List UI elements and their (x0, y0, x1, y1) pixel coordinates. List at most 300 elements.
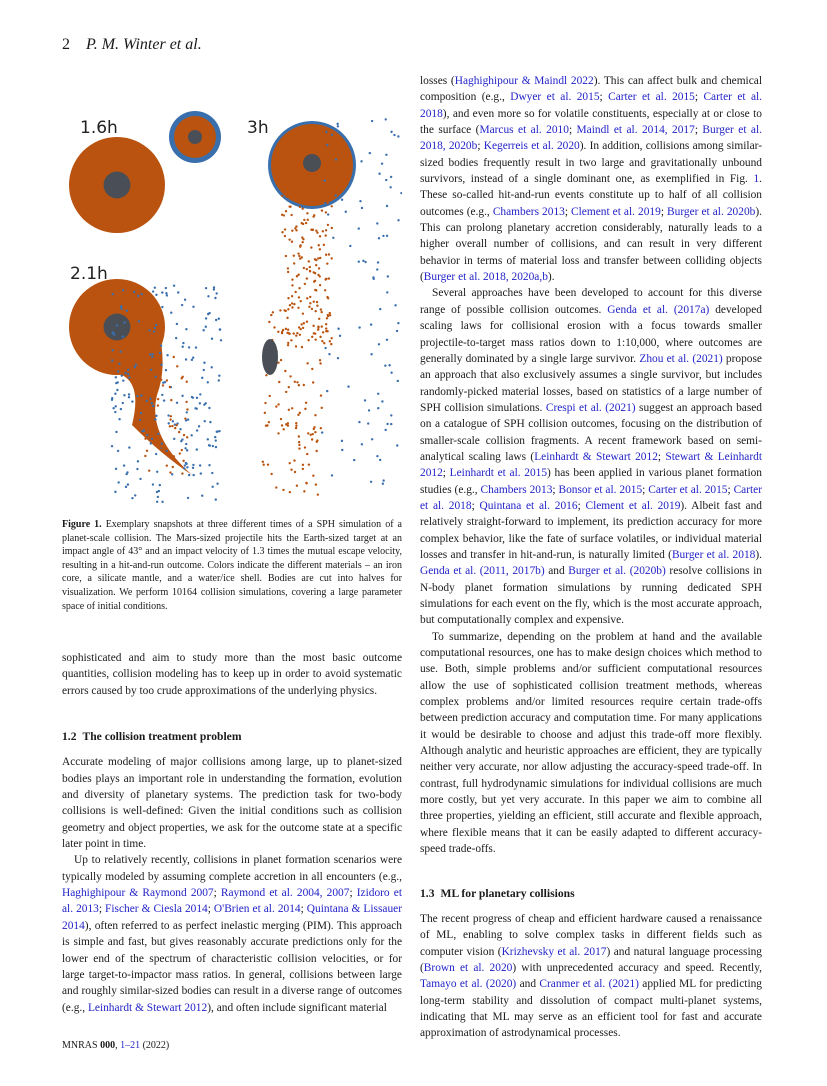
debris-dot (213, 288, 215, 290)
debris-dot (218, 379, 220, 381)
debris-dot (294, 471, 296, 473)
debris-dot (298, 287, 300, 289)
debris-dot (327, 314, 329, 316)
citation-link[interactable]: Maindl et al. 2014, 2017 (576, 124, 695, 137)
citation-link[interactable]: Carter et al. 2015 (608, 91, 695, 104)
citation-link[interactable]: Chambers 2013 (492, 205, 565, 218)
debris-dot (150, 369, 152, 371)
text-run: and (544, 565, 569, 578)
debris-dot (295, 422, 297, 424)
debris-dot (296, 332, 298, 334)
debris-dot (126, 471, 128, 473)
citation-link[interactable]: Marcus et al. 2010 (479, 124, 569, 137)
debris-dot (289, 491, 291, 493)
debris-dot (297, 253, 299, 255)
debris-dot (220, 339, 222, 341)
debris-dot (148, 469, 150, 471)
debris-dot (313, 332, 315, 334)
debris-dot (301, 208, 303, 210)
debris-dot (115, 376, 117, 378)
debris-dot (308, 463, 310, 465)
citation-link[interactable]: Leinhardt & Stewart 2012 (534, 450, 658, 463)
debris-dot (397, 135, 399, 137)
debris-dot (196, 429, 198, 431)
citation-link[interactable]: 1 (753, 173, 760, 186)
debris-dot (289, 304, 291, 306)
debris-dot (157, 496, 159, 498)
debris-dot (185, 328, 187, 330)
debris-dot (322, 331, 324, 333)
projectile-3h-core (262, 339, 278, 375)
text-run: ; (568, 124, 577, 137)
section-number: 1.3 (420, 886, 435, 900)
debris-dot (208, 312, 210, 314)
debris-dot (203, 403, 205, 405)
page-range-link[interactable]: 1–21 (120, 1040, 141, 1051)
debris-dot (298, 384, 300, 386)
text-run: Up to relatively recently, collisions in planet formation scenarios were typically modeled by assuming complete accretion in all encounters (e.g., (62, 854, 402, 883)
debris-dot (295, 425, 297, 427)
debris-dot (275, 486, 277, 488)
debris-dot (173, 438, 175, 440)
paragraph (420, 911, 762, 1042)
debris-dot (186, 466, 188, 468)
citation-link[interactable]: Crespi et al. (2021) (545, 401, 636, 414)
debris-dot (376, 455, 378, 457)
debris-dot (116, 389, 118, 391)
debris-dot (378, 343, 380, 345)
debris-dot (370, 323, 372, 325)
debris-dot (282, 329, 284, 331)
debris-dot (302, 464, 304, 466)
citation-link[interactable]: Kegerreis et al. 2020 (483, 140, 580, 153)
debris-dot (204, 420, 206, 422)
debris-dot (378, 173, 380, 175)
debris-dot (299, 334, 301, 336)
debris-dot (337, 357, 339, 359)
debris-dot (188, 474, 190, 476)
debris-dot (328, 277, 330, 279)
citation-link[interactable]: Burger et al. (2020b) (568, 565, 666, 578)
debris-dot (291, 284, 293, 286)
debris-dot (326, 390, 328, 392)
debris-dot (173, 455, 175, 457)
debris-dot (359, 200, 361, 202)
debris-dot (114, 491, 116, 493)
debris-dot (325, 323, 327, 325)
text-run: ; (642, 483, 649, 496)
debris-dot (310, 229, 312, 231)
debris-dot (314, 289, 316, 291)
text-run: sophisticated and aim to study more than the most basic outcome quantities, collision modeling has to keep up in order to avoid systematic errors caused by too crude approximations of the underlying physics. (62, 652, 402, 697)
text-run: Accurate modeling of major collisions among large, up to planet-sized bodies plays an important role in understanding the formation, evolution and diversity of planetary systems. The prediction task for two-body collisions is well-defined: Given the initial conditions such as collision geometry and object properties, we ask for the outcome state at a specific later point in time. (62, 756, 402, 851)
debris-dot (318, 198, 320, 200)
citation-link[interactable]: Quintana & Lissauer 2014 (62, 903, 403, 932)
debris-dot (161, 306, 163, 308)
debris-dot (295, 334, 297, 336)
debris-dot (277, 403, 279, 405)
debris-dot (285, 328, 287, 330)
debris-dot (321, 325, 323, 327)
caption-text: Exemplary snapshots at three different times of a SPH simulation of a planet-scale collision. The Mars-sized projectile hits the Earth-sized target at an impact angle of 43° and an impact velocity of 1.3 times the mutual escape velocity, resulting in a hit-and-run outcome. Colors indicate the different materials – an iron core, a silicate mantle, and a water/ice shell. Bodies are cut into halves for visualization. We perform 10164 collision simulations, covering a large parameter space of initial conditions. (62, 519, 402, 612)
debris-dot (125, 486, 127, 488)
debris-dot (311, 438, 313, 440)
debris-dot (169, 386, 171, 388)
debris-dot (295, 229, 297, 231)
debris-dot (117, 450, 119, 452)
citation-link[interactable]: Leinhardt & Stewart 2012 (87, 1001, 208, 1014)
debris-dot (186, 408, 188, 410)
debris-dot (293, 262, 295, 264)
debris-dot (150, 402, 152, 404)
debris-dot (317, 493, 319, 495)
debris-dot (330, 205, 332, 207)
citation-link[interactable]: Genda et al. (2011, 2017b) (420, 565, 545, 578)
debris-dot (314, 431, 316, 433)
citation-link[interactable]: Izidoro et al. 2013 (62, 887, 402, 916)
debris-dot (289, 206, 291, 208)
debris-dot (321, 340, 323, 342)
debris-dot (155, 294, 157, 296)
debris-dot (180, 440, 182, 442)
debris-dot (319, 248, 321, 250)
debris-dot (291, 241, 293, 243)
debris-dot (312, 381, 314, 383)
debris-dot (166, 294, 168, 296)
debris-dot (382, 235, 384, 237)
citation-link[interactable]: Leinhardt et al. 2015 (449, 467, 548, 480)
debris-dot (138, 320, 140, 322)
debris-dot (169, 471, 171, 473)
debris-dot (371, 438, 373, 440)
debris-dot (390, 414, 392, 416)
text-run: developed scaling laws for collisional erosion with a focus towards smaller projectile-to-target mass ratios down to 1:10,000, where outcomes are generally dominated by a single large survivor. (420, 303, 762, 365)
debris-dot (385, 154, 387, 156)
text-run: ; (657, 450, 666, 463)
citation-link[interactable]: Brown et al. 2020 (423, 961, 513, 974)
debris-dot (159, 352, 161, 354)
debris-dot (182, 460, 184, 462)
debris-dot (294, 381, 296, 383)
citation-link[interactable]: Zhou et al. (2021) (639, 352, 723, 365)
figure-caption (62, 518, 402, 613)
debris-dot (293, 303, 295, 305)
debris-dot (192, 464, 194, 466)
debris-dot (353, 459, 355, 461)
debris-dot (358, 261, 360, 263)
debris-dot (174, 427, 176, 429)
citation-link[interactable]: Haghighipour & Maindl 2022 (454, 75, 594, 87)
debris-dot (339, 335, 341, 337)
debris-dot (316, 439, 318, 441)
citation-link[interactable]: Quintana et al. 2016 (479, 499, 578, 512)
debris-dot (187, 497, 189, 499)
debris-dot (337, 328, 339, 330)
debris-dot (378, 237, 380, 239)
debris-dot (128, 396, 130, 398)
debris-dot (141, 293, 143, 295)
debris-dot (298, 296, 300, 298)
debris-dot (324, 289, 326, 291)
left-column (62, 650, 402, 1016)
debris-dot (316, 301, 318, 303)
section-number: 1.2 (62, 730, 77, 744)
debris-dot (314, 272, 316, 274)
debris-dot (151, 353, 153, 355)
debris-dot (289, 375, 291, 377)
citation-link[interactable]: O'Brien et al. 2014 (213, 903, 301, 916)
debris-dot (396, 444, 398, 446)
debris-dot (361, 443, 363, 445)
debris-dot (299, 245, 301, 247)
debris-dot (294, 291, 296, 293)
debris-dot (311, 336, 313, 338)
debris-dot (332, 237, 334, 239)
citation-link[interactable]: Burger et al. 2018, 2020a,b (423, 271, 548, 284)
debris-dot (317, 257, 319, 259)
section-title: ML for planetary collisions (440, 886, 575, 900)
text-run: ). Albeit fast and relatively straight-forward to implement, its prediction accuracy for more complex behavior, like the fate of surface volatiles, or individual material losses and transfer in hit-and-run, is naturally limited ( (420, 499, 763, 561)
debris-dot (320, 427, 322, 429)
debris-dot (120, 351, 122, 353)
debris-dot (214, 297, 216, 299)
citation-link[interactable]: Bonsor et al. 2015 (558, 483, 643, 496)
citation-link[interactable]: Tamayo et al. (2020) (420, 978, 517, 991)
debris-dot (386, 339, 388, 341)
debris-dot (314, 280, 316, 282)
debris-dot (211, 338, 213, 340)
text-run: ; (207, 903, 214, 916)
debris-dot (324, 278, 326, 280)
debris-dot (162, 382, 164, 384)
debris-dot (386, 205, 388, 207)
debris-dot (154, 287, 156, 289)
debris-dot (319, 336, 321, 338)
debris-dot (146, 400, 148, 402)
debris-dot (140, 394, 142, 396)
citation-link[interactable]: Burger et al. 2020b (667, 205, 756, 218)
citation-link[interactable]: Haghighipour & Raymond 2007 (62, 887, 214, 900)
debris-dot (115, 468, 117, 470)
debris-dot (323, 179, 325, 181)
paragraph (62, 754, 402, 852)
debris-dot (313, 301, 315, 303)
debris-dot (134, 494, 136, 496)
debris-dot (168, 422, 170, 424)
debris-dot (178, 431, 180, 433)
debris-dot (300, 323, 302, 325)
debris-dot (155, 415, 157, 417)
text-run: ; (564, 205, 572, 218)
debris-dot (326, 144, 328, 146)
debris-dot (128, 393, 130, 395)
debris-dot (325, 199, 327, 201)
debris-dot (325, 131, 327, 133)
debris-dot (321, 209, 323, 211)
citation-link[interactable]: Fischer & Ciesla 2014 (105, 903, 208, 916)
debris-dot (306, 297, 308, 299)
debris-dot (114, 411, 116, 413)
debris-dot (301, 197, 303, 199)
debris-dot (293, 459, 295, 461)
debris-dot (287, 267, 289, 269)
debris-dot (369, 152, 371, 154)
simulation-snapshots (62, 95, 402, 505)
citation-link[interactable]: Stewart & Leinhardt 2012 (420, 450, 762, 480)
debris-dot (326, 317, 328, 319)
debris-dot (191, 359, 193, 361)
debris-dot (155, 453, 157, 455)
debris-dot (156, 491, 158, 493)
text-run: ). This can affect bulk and chemical composition (e.g., (420, 75, 762, 104)
debris-dot (157, 433, 159, 435)
citation-link[interactable]: Clement et al. 2019 (585, 499, 681, 512)
text-run: ). (755, 548, 762, 561)
debris-dot (166, 354, 168, 356)
debris-dot (136, 468, 138, 470)
debris-dot (118, 363, 120, 365)
citation-link[interactable]: Cranmer et al. (2021) (539, 978, 639, 991)
debris-dot (169, 418, 171, 420)
debris-dot (137, 460, 139, 462)
debris-dot (122, 379, 124, 381)
debris-dot (195, 346, 197, 348)
debris-dot (205, 326, 207, 328)
text-run: ) and natural language processing ( (420, 945, 762, 974)
debris-dot (377, 407, 379, 409)
debris-dot (316, 305, 318, 307)
journal-name: MNRAS (62, 1040, 98, 1051)
debris-dot (188, 346, 190, 348)
citation-link[interactable]: Burger et al. 2018, 2020b (420, 124, 762, 153)
debris-dot (305, 222, 307, 224)
debris-dot (308, 306, 310, 308)
debris-dot (136, 395, 138, 397)
debris-dot (112, 331, 114, 333)
debris-dot (289, 462, 291, 464)
debris-dot (313, 214, 315, 216)
debris-dot (301, 346, 303, 348)
debris-dot (137, 295, 139, 297)
debris-dot (161, 291, 163, 293)
text-run: ; (349, 887, 357, 900)
debris-dot (186, 436, 188, 438)
citation-link[interactable]: Carter et al. 2018 (420, 91, 763, 120)
debris-dot (211, 486, 213, 488)
debris-dot (122, 335, 124, 337)
debris-dot (298, 255, 300, 257)
debris-dot (123, 464, 125, 466)
debris-dot (146, 450, 148, 452)
debris-dot (115, 382, 117, 384)
text-run: ; (300, 903, 307, 916)
debris-dot (371, 120, 373, 122)
citation-link[interactable]: Burger et al. 2018 (671, 548, 756, 561)
citation-link[interactable]: Clement et al. 2019 (571, 205, 661, 218)
debris-dot (321, 431, 323, 433)
debris-dot (315, 483, 317, 485)
debris-dot (173, 285, 175, 287)
debris-dot (212, 445, 214, 447)
debris-dot (306, 321, 308, 323)
debris-dot (318, 318, 320, 320)
debris-dot (284, 228, 286, 230)
debris-dot (179, 428, 181, 430)
debris-dot (291, 295, 293, 297)
debris-dot (117, 481, 119, 483)
debris-dot (160, 364, 162, 366)
debris-dot (143, 429, 145, 431)
debris-dot (153, 330, 155, 332)
citation-link[interactable]: Dwyer et al. 2015 (510, 91, 600, 104)
debris-dot (310, 434, 312, 436)
debris-dot (201, 377, 203, 379)
debris-dot (384, 429, 386, 431)
debris-dot (265, 425, 267, 427)
citation-link[interactable]: Carter et al. 2015 (648, 483, 728, 496)
text-run: ; (599, 91, 609, 104)
debris-dot (301, 241, 303, 243)
debris-dot (290, 339, 292, 341)
debris-dot (268, 321, 270, 323)
text-run: To summarize, depending on the problem at hand and the available computational resources, one has to make design choices which method to use. Both, simple problems and/or sufficient computational resources allow the use of sophisticated collision treatment methods, whereas complex problems and/or limited resources require certain trade-offs between prediction accuracy and computation time. For many applications it would be desirable to choose and adjust this trade-off more flexibly. Although analytic and heuristic approaches are efficient, they are typically neither very accurate, nor allow adjusting the accuracy-speed trade-off. In contrast, full hydrodynamic simulations for individual collisions are much more costly, but yet very accurate. In this paper we aim to combine all three properties, yielding an efficient, still accurate and flexible approach, where flexible means that it can be easily adapted to different accuracy-speed trade-offs. (420, 630, 762, 856)
debris-dot (201, 495, 203, 497)
debris-dot (285, 423, 287, 425)
debris-dot (265, 374, 267, 376)
debris-dot (349, 245, 351, 247)
debris-dot (215, 439, 217, 441)
debris-dot (297, 414, 299, 416)
debris-dot (304, 446, 306, 448)
debris-dot (298, 447, 300, 449)
text-run: ), and even more so for volatile constituents, especially at or close to the surface ( (420, 107, 762, 137)
debris-dot (319, 235, 321, 237)
citation-link[interactable]: Raymond et al. 2004, 2007 (220, 887, 350, 900)
debris-dot (290, 214, 292, 216)
debris-dot (270, 314, 272, 316)
target-1-6h-core (104, 172, 131, 199)
citation-link[interactable]: Genda et al. (2017a) (607, 303, 710, 316)
debris-dot (364, 399, 366, 401)
debris-dot (298, 444, 300, 446)
debris-dot (298, 326, 300, 328)
section-heading-1-3 (420, 886, 762, 902)
debris-dot (387, 275, 389, 277)
debris-dot (287, 308, 289, 310)
snapshot-time-label: 2.1h (70, 264, 108, 284)
debris-dot (262, 461, 264, 463)
debris-dot (202, 329, 204, 331)
debris-dot (327, 224, 329, 226)
debris-dot (186, 381, 188, 383)
debris-dot (297, 307, 299, 309)
text-run: and (516, 978, 540, 991)
citation-link[interactable]: Krizhevsky et al. 2017 (501, 945, 607, 958)
debris-dot (177, 291, 179, 293)
debris-dot (301, 256, 303, 258)
debris-dot (303, 490, 305, 492)
debris-dot (301, 222, 303, 224)
debris-dot (157, 404, 159, 406)
citation-link[interactable]: Carter et al. 2018 (420, 483, 763, 512)
snapshot-time-label: 3h (247, 118, 269, 138)
debris-dot (326, 262, 328, 264)
debris-dot (264, 412, 266, 414)
debris-dot (149, 353, 151, 355)
debris-dot (111, 293, 113, 295)
debris-dot (326, 202, 328, 204)
citation-link[interactable]: Chambers 2013 (480, 483, 553, 496)
